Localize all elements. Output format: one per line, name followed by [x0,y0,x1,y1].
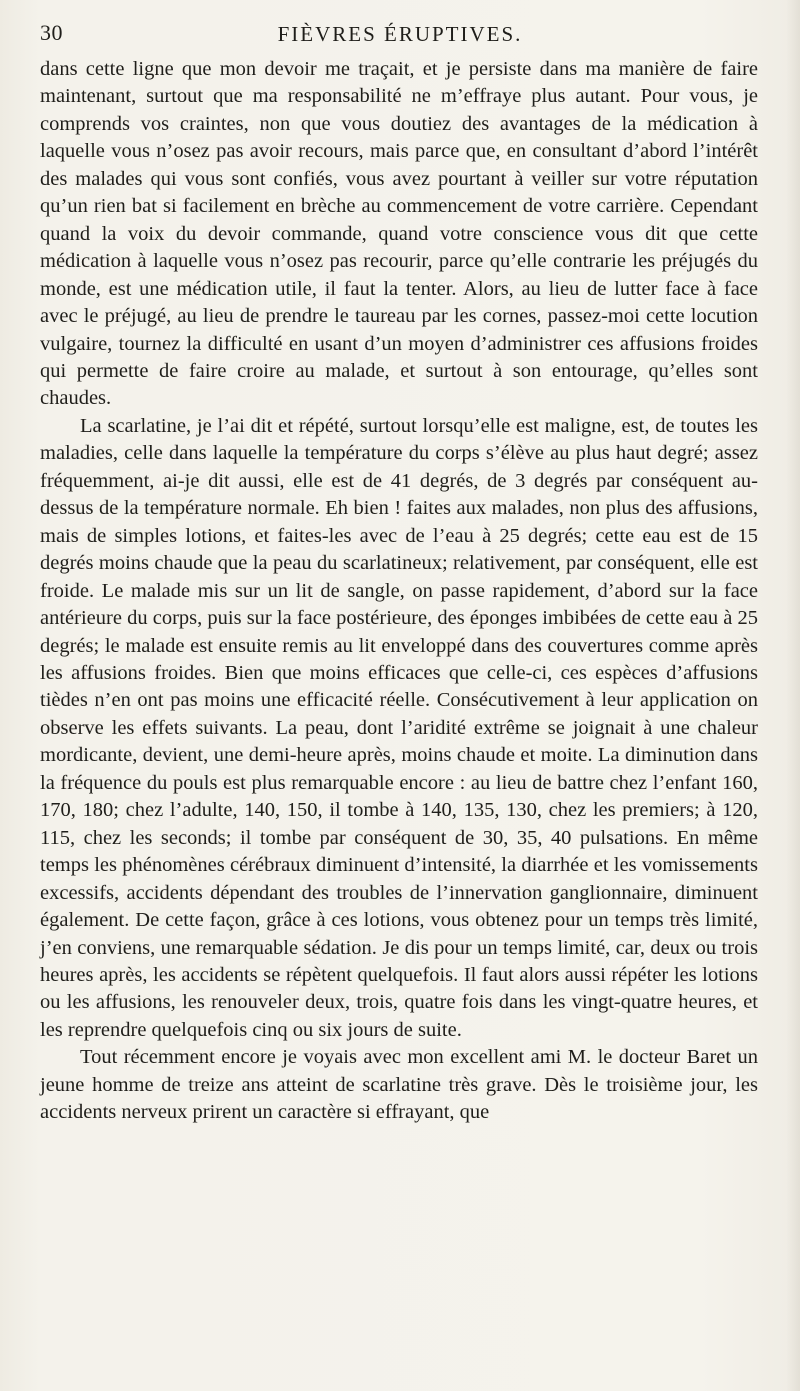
running-title: FIÈVRES ÉRUPTIVES. [277,22,523,46]
page-edge-shadow [786,0,800,1391]
body-text [40,56,758,1127]
page-header [40,14,760,54]
paragraph-case-report: Tout récemment encore je voyais avec mon excellent ami M. le docteur Baret un jeune homme de treize ans atteint de scarlatine très grave. Dès le troisième jour, les accidents nerveux prirent un caractère si effrayant, que [40,1046,758,1124]
paragraph-continuation: dans cette ligne que mon devoir me traçait, et je persiste dans ma manière de faire maintenant, surtout que ma responsabilité ne m’effraye plus autant. Pour vous, je comprends vos craintes, non que vous doutiez des avantages de la médication à laquelle vous n’osez pas avoir recours, mais parce que, en consultant d’abord l’intérêt des malades qui vous sont confiés, vous avez pourtant à veiller sur votre réputation qu’un rien bat si facilement en brèche au commencement de votre carrière. Cependant quand la voix du devoir commande, quand votre conscience vous dit que cette médication à laquelle vous n’osez pas recourir, parce qu’elle contrarie les préjugés du monde, est une médication utile, il faut la tenter. Alors, au lieu de lutter face à face avec le préjugé, au lieu de prendre le taureau par les cornes, passez-moi cette locution vulgaire, tournez la difficulté en usant d’un moyen d’administrer ces affusions froides qui permette de faire croire au malade, et surtout à son entourage, qu’elles sont chaudes. [40,58,758,410]
page-number: 30 [40,20,63,45]
paragraph-scarlatine: La scarlatine, je l’ai dit et répété, surtout lorsqu’elle est maligne, est, de toutes les maladies, celle dans laquelle la température du corps s’élève au plus haut degré; assez fréquemment, ai-je dit aussi, elle est de 41 degrés, de 3 degrés par conséquent au-dessus de la température normale. Eh bien ! faites aux malades, non plus des affusions, mais de simples lotions, et faites-les avec de l’eau à 25 degrés; cette eau est de 15 degrés moins chaude que la peau du scarlatineux; relativement, par conséquent, elle est froide. Le malade mis sur un lit de sangle, on passe rapidement, d’abord sur la face antérieure du corps, puis sur la face postérieure, des éponges imbibées de cette eau à 25 degrés; le malade est ensuite remis au lit enveloppé dans des couvertures comme après les affusions froides. Bien que moins efficaces que celle-ci, ces espèces d’affusions tièdes n’en ont pas moins une efficacité réelle. Consécutivement à leur application on observe les effets suivants. La peau, dont l’aridité extrême se joignait à une chaleur mordicante, devient, une demi-heure après, moins chaude et moite. La diminution dans la fréquence du pouls est plus remarquable encore : au lieu de battre chez l’enfant 160, 170, 180; chez l’adulte, 140, 150, il tombe à 140, 135, 130, chez les premiers; à 120, 115, chez les seconds; il tombe par conséquent de 30, 35, 40 pulsations. En même temps les phénomènes cérébraux diminuent d’intensité, la diarrhée et les vomissements excessifs, accidents dépendant des troubles de l’innervation ganglionnaire, diminuent également. De cette façon, grâce à ces lotions, vous obtenez pour un temps très limité, j’en conviens, une remarquable sédation. Je dis pour un temps limité, car, deux ou trois heures après, les accidents se répètent quelquefois. Il faut alors aussi répéter les lotions ou les affusions, les renouveler deux, trois, quatre fois dans les vingt-quatre heures, et les reprendre quelquefois cinq ou six jours de suite. [40,414,758,1041]
